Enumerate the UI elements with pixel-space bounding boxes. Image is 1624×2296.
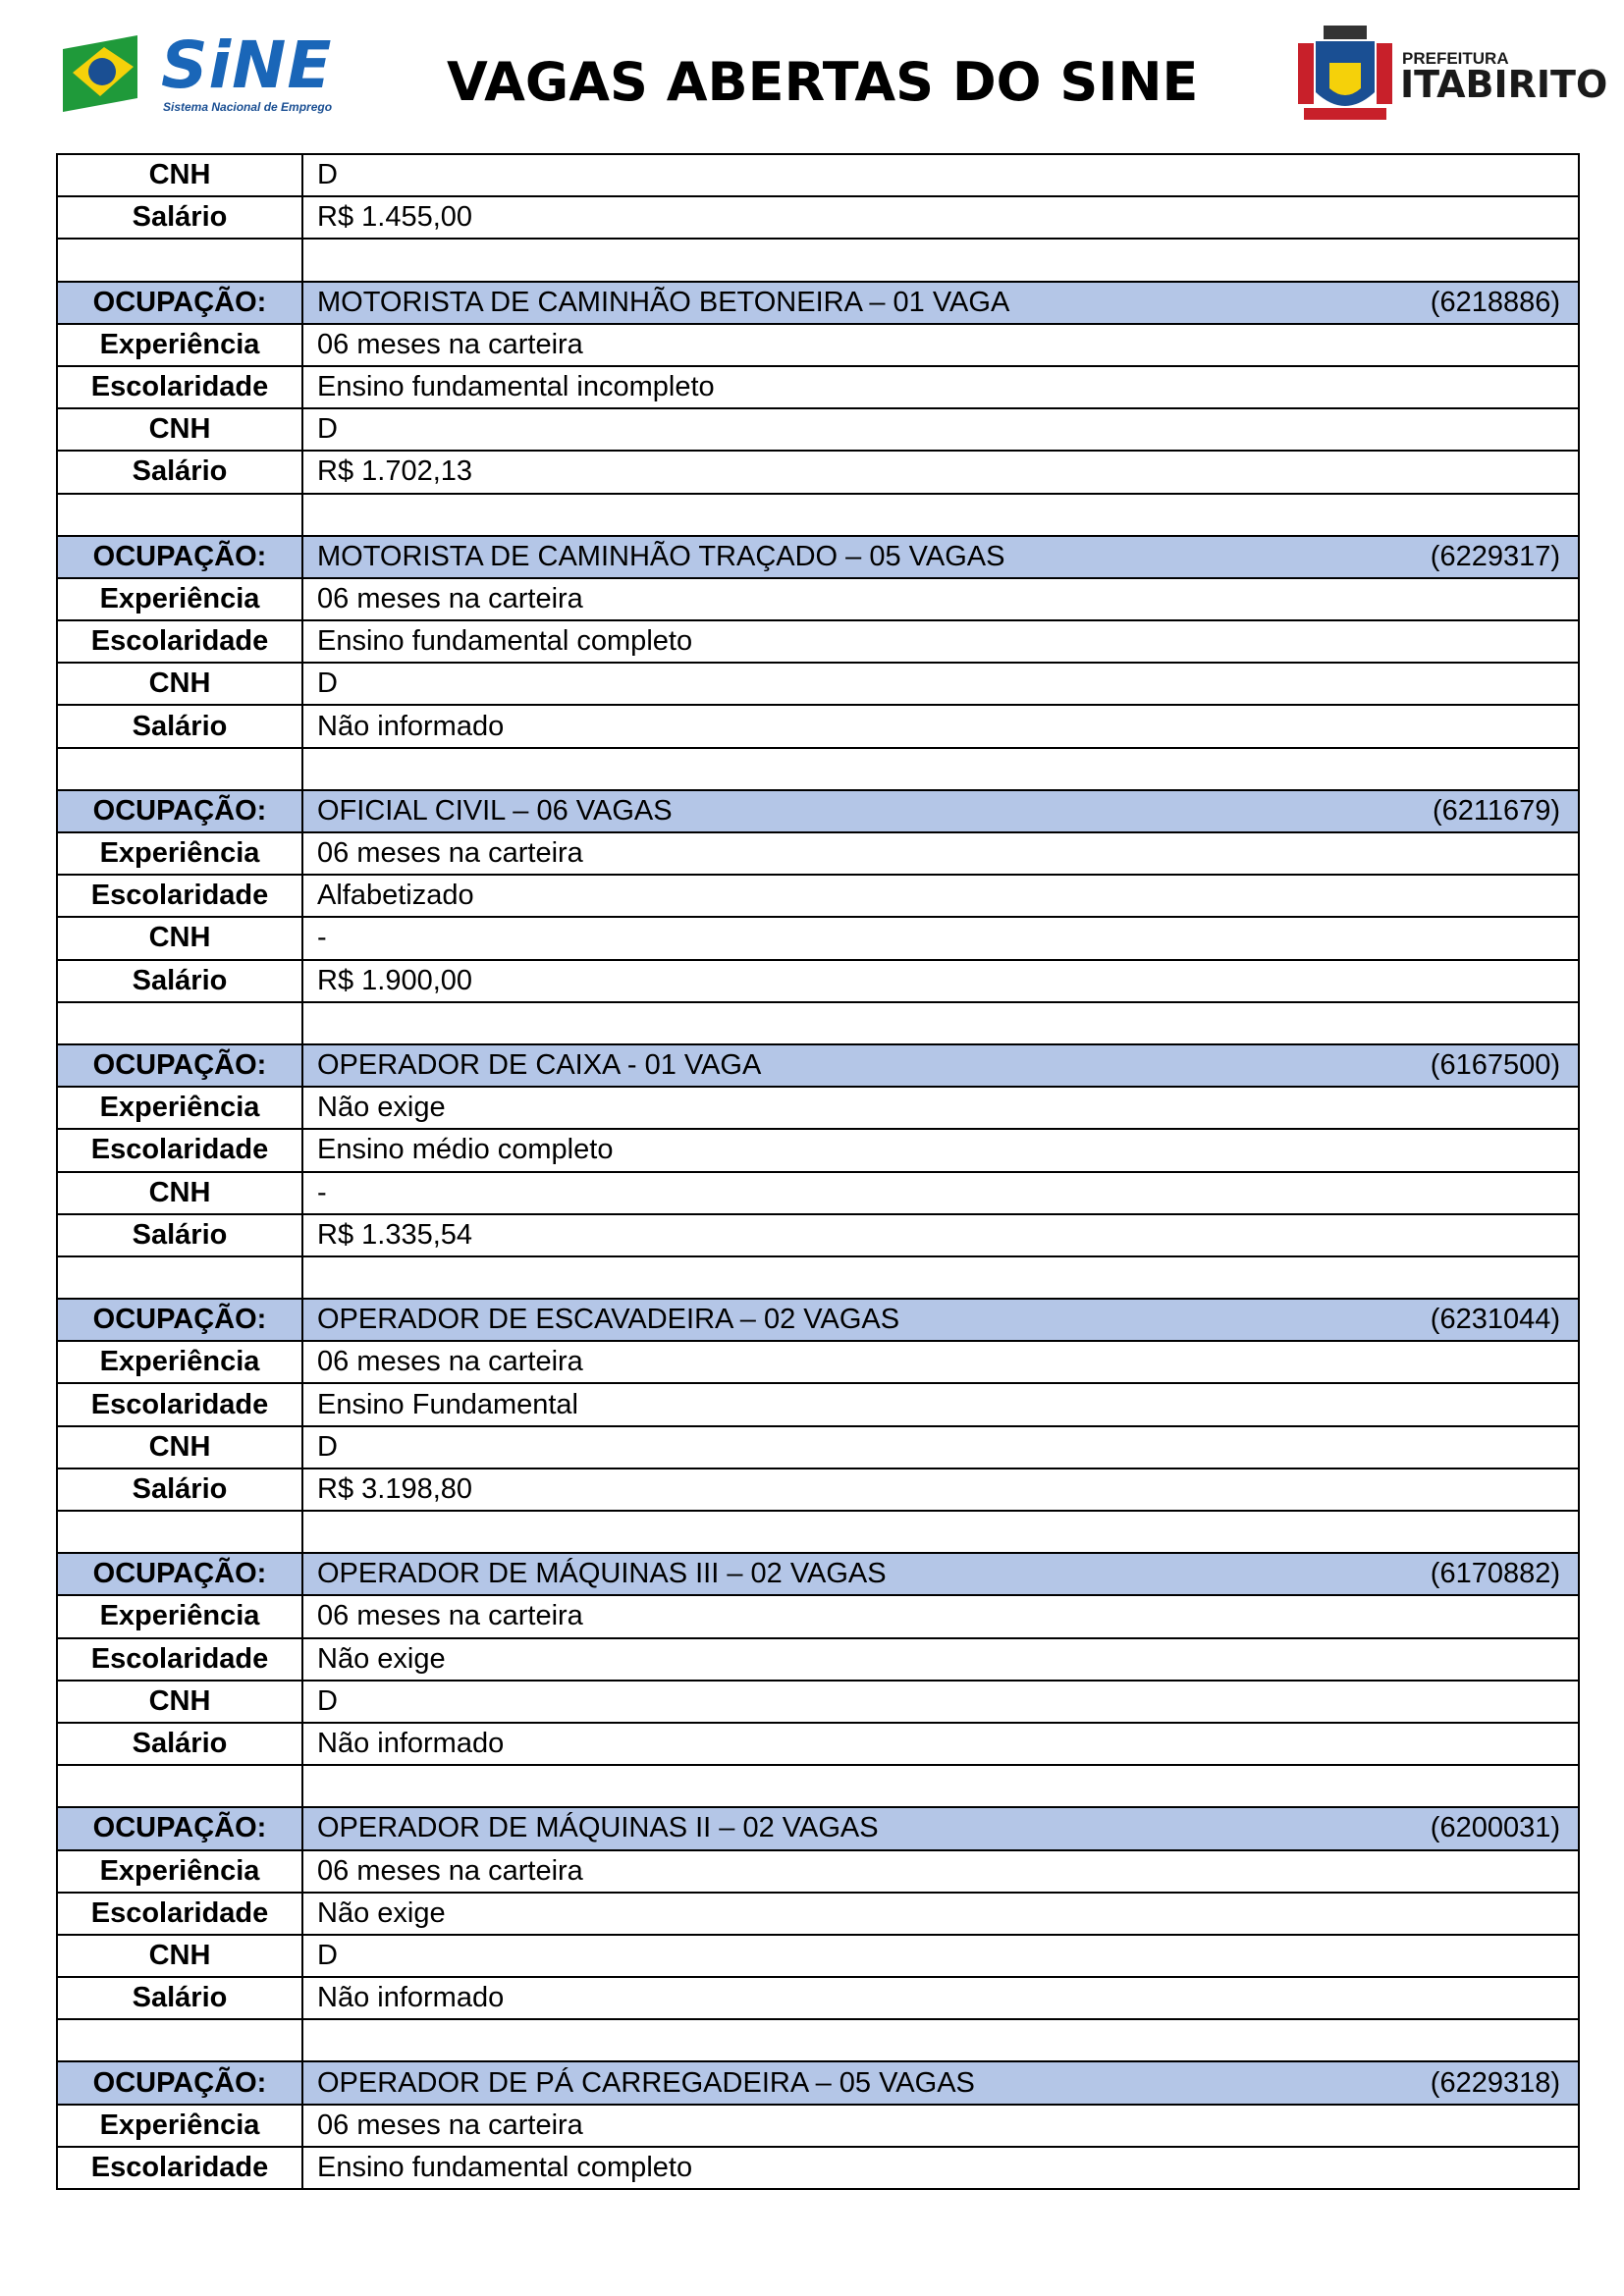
occupation-value <box>302 536 1579 578</box>
occupation-content <box>317 1051 1578 1080</box>
occupation-row <box>57 282 1579 324</box>
education-label: Escolaridade <box>57 875 302 917</box>
sine-wordmark: SiNE <box>161 27 333 103</box>
table-row <box>57 1977 1579 2019</box>
cnh-label: CNH <box>57 1426 302 1468</box>
occupation-content <box>317 1560 1578 1588</box>
spacer-row <box>57 2019 1579 2061</box>
occupation-row <box>57 1553 1579 1595</box>
cnh-value: D <box>302 1426 1579 1468</box>
education-label: Escolaridade <box>57 1638 302 1681</box>
occupation-content <box>317 1306 1578 1334</box>
occupation-row <box>57 536 1579 578</box>
occupation-label: OCUPAÇÃO: <box>57 1299 302 1341</box>
spacer-cell <box>302 494 1579 536</box>
table-row <box>57 366 1579 408</box>
spacer-cell <box>57 1511 302 1553</box>
education-label: Escolaridade <box>57 2147 302 2189</box>
spacer-cell <box>302 1002 1579 1044</box>
salary-value: R$ 1.900,00 <box>302 960 1579 1002</box>
spacer-cell <box>302 1256 1579 1299</box>
cnh-label: CNH <box>57 663 302 705</box>
salary-value: Não informado <box>302 705 1579 747</box>
education-value: Ensino fundamental completo <box>302 2147 1579 2189</box>
salary-label: Salário <box>57 1468 302 1511</box>
experience-label: Experiência <box>57 2105 302 2147</box>
spacer-cell <box>57 1256 302 1299</box>
experience-value: 06 meses na carteira <box>302 1341 1579 1383</box>
spacer-cell <box>57 1002 302 1044</box>
experience-value: 06 meses na carteira <box>302 2105 1579 2147</box>
job-code: (6229318) <box>1430 2066 1560 2099</box>
spacer-row <box>57 748 1579 790</box>
occupation-content <box>317 286 1578 318</box>
cnh-label: CNH <box>57 1172 302 1214</box>
occupation-value <box>302 790 1579 832</box>
table-row <box>57 1214 1579 1256</box>
table-row <box>57 1087 1579 1129</box>
table-row <box>57 705 1579 747</box>
job-code: (6200031) <box>1430 1812 1560 1844</box>
education-value: Ensino médio completo <box>302 1129 1579 1171</box>
prefeitura-name: ITABIRITO <box>1400 63 1608 106</box>
spacer-cell <box>302 1511 1579 1553</box>
table-row <box>57 832 1579 875</box>
education-label: Escolaridade <box>57 1383 302 1425</box>
table-row <box>57 1468 1579 1511</box>
sine-logo <box>61 27 346 122</box>
education-value: Não exige <box>302 1638 1579 1681</box>
job-code: (6167500) <box>1430 1049 1560 1082</box>
education-value: Ensino Fundamental <box>302 1383 1579 1425</box>
education-label: Escolaridade <box>57 620 302 663</box>
job-code: (6211679) <box>1432 794 1560 827</box>
occupation-title: OFICIAL CIVIL – 06 VAGAS <box>317 794 673 827</box>
experience-value: 06 meses na carteira <box>302 1850 1579 1893</box>
salary-label: Salário <box>57 1214 302 1256</box>
table-row <box>57 1426 1579 1468</box>
table-row <box>57 1129 1579 1171</box>
education-value: Ensino fundamental completo <box>302 620 1579 663</box>
occupation-label: OCUPAÇÃO: <box>57 1807 302 1849</box>
table-row <box>57 2147 1579 2189</box>
occupation-content <box>317 2066 1578 2099</box>
occupation-row <box>57 1044 1579 1087</box>
spacer-cell <box>57 494 302 536</box>
experience-label: Experiência <box>57 832 302 875</box>
table-row <box>57 1172 1579 1214</box>
experience-value: Não exige <box>302 1087 1579 1129</box>
occupation-value <box>302 2061 1579 2104</box>
occupation-row <box>57 2061 1579 2104</box>
prefeitura-label: PREFEITURA <box>1402 49 1509 68</box>
spacer-row <box>57 239 1579 281</box>
education-label: Escolaridade <box>57 1893 302 1935</box>
spacer-row <box>57 1256 1579 1299</box>
table-row <box>57 1638 1579 1681</box>
occupation-title: OPERADOR DE PÁ CARREGADEIRA – 05 VAGAS <box>317 2066 975 2099</box>
table-row <box>57 154 1579 196</box>
table-row <box>57 1595 1579 1637</box>
education-label: Escolaridade <box>57 366 302 408</box>
experience-label: Experiência <box>57 578 302 620</box>
occupation-value <box>302 1553 1579 1595</box>
cnh-value: D <box>302 1935 1579 1977</box>
salary-label: Salário <box>57 451 302 493</box>
table-row <box>57 196 1579 239</box>
table-row <box>57 663 1579 705</box>
salary-value: R$ 1.455,00 <box>302 196 1579 239</box>
page-header <box>0 0 1624 147</box>
table-row <box>57 1723 1579 1765</box>
spacer-cell <box>57 239 302 281</box>
table-row <box>57 1681 1579 1723</box>
cnh-label: CNH <box>57 1935 302 1977</box>
city-coat-of-arms-icon <box>1294 24 1396 126</box>
table-row <box>57 578 1579 620</box>
salary-label: Salário <box>57 1723 302 1765</box>
experience-value: 06 meses na carteira <box>302 578 1579 620</box>
spacer-row <box>57 494 1579 536</box>
spacer-cell <box>57 1765 302 1807</box>
experience-label: Experiência <box>57 1341 302 1383</box>
salary-value: R$ 3.198,80 <box>302 1468 1579 1511</box>
table-row <box>57 917 1579 959</box>
experience-value: 06 meses na carteira <box>302 1595 1579 1637</box>
spacer-cell <box>302 748 1579 790</box>
cnh-label: CNH <box>57 1681 302 1723</box>
table-row <box>57 2105 1579 2147</box>
table-row <box>57 620 1579 663</box>
job-code: (6229317) <box>1430 540 1560 572</box>
occupation-row <box>57 790 1579 832</box>
occupation-content <box>317 794 1578 827</box>
job-code: (6170882) <box>1430 1558 1560 1590</box>
spacer-cell <box>302 2019 1579 2061</box>
education-value: Alfabetizado <box>302 875 1579 917</box>
occupation-value <box>302 1807 1579 1849</box>
experience-value: 06 meses na carteira <box>302 324 1579 366</box>
occupation-label: OCUPAÇÃO: <box>57 2061 302 2104</box>
education-value: Não exige <box>302 1893 1579 1935</box>
table-row <box>57 1383 1579 1425</box>
table-row <box>57 1850 1579 1893</box>
salary-label: Salário <box>57 1977 302 2019</box>
cnh-label: CNH <box>57 154 302 196</box>
spacer-row <box>57 1511 1579 1553</box>
table-row <box>57 324 1579 366</box>
spacer-cell <box>57 2019 302 2061</box>
occupation-value <box>302 1044 1579 1087</box>
table-row <box>57 451 1579 493</box>
occupation-title: OPERADOR DE MÁQUINAS III – 02 VAGAS <box>317 1558 887 1590</box>
cnh-label: CNH <box>57 917 302 959</box>
occupation-content <box>317 1814 1578 1842</box>
salary-value: Não informado <box>302 1977 1579 2019</box>
occupation-title: OPERADOR DE CAIXA - 01 VAGA <box>317 1049 762 1082</box>
occupation-label: OCUPAÇÃO: <box>57 282 302 324</box>
occupation-title: OPERADOR DE MÁQUINAS II – 02 VAGAS <box>317 1812 879 1844</box>
salary-value: Não informado <box>302 1723 1579 1765</box>
education-value: Ensino fundamental incompleto <box>302 366 1579 408</box>
cnh-value: D <box>302 408 1579 451</box>
job-code: (6218886) <box>1430 286 1560 318</box>
prefeitura-logo <box>1294 24 1608 124</box>
occupation-content <box>317 540 1578 572</box>
spacer-row <box>57 1002 1579 1044</box>
spacer-cell <box>57 748 302 790</box>
table-row <box>57 875 1579 917</box>
occupation-value <box>302 1299 1579 1341</box>
job-listings-table <box>56 153 1580 2190</box>
table-row <box>57 1935 1579 1977</box>
salary-label: Salário <box>57 705 302 747</box>
table-row <box>57 1341 1579 1383</box>
spacer-cell <box>302 1765 1579 1807</box>
occupation-value <box>302 282 1579 324</box>
experience-label: Experiência <box>57 1087 302 1129</box>
salary-label: Salário <box>57 960 302 1002</box>
salary-label: Salário <box>57 196 302 239</box>
job-code: (6231044) <box>1430 1304 1560 1336</box>
cnh-value: - <box>302 1172 1579 1214</box>
education-label: Escolaridade <box>57 1129 302 1171</box>
table-row <box>57 1893 1579 1935</box>
occupation-title: MOTORISTA DE CAMINHÃO TRAÇADO – 05 VAGAS <box>317 540 1005 572</box>
occupation-title: MOTORISTA DE CAMINHÃO BETONEIRA – 01 VAGA <box>317 286 1010 318</box>
spacer-cell <box>302 239 1579 281</box>
salary-value: R$ 1.702,13 <box>302 451 1579 493</box>
cnh-value: - <box>302 917 1579 959</box>
experience-label: Experiência <box>57 324 302 366</box>
table-row <box>57 408 1579 451</box>
cnh-label: CNH <box>57 408 302 451</box>
spacer-row <box>57 1765 1579 1807</box>
cnh-value: D <box>302 1681 1579 1723</box>
occupation-label: OCUPAÇÃO: <box>57 790 302 832</box>
table-row <box>57 960 1579 1002</box>
occupation-row <box>57 1299 1579 1341</box>
experience-label: Experiência <box>57 1595 302 1637</box>
sine-subtitle: Sistema Nacional de Emprego <box>163 100 333 114</box>
occupation-label: OCUPAÇÃO: <box>57 1553 302 1595</box>
occupation-row <box>57 1807 1579 1849</box>
cnh-value: D <box>302 663 1579 705</box>
salary-value: R$ 1.335,54 <box>302 1214 1579 1256</box>
experience-label: Experiência <box>57 1850 302 1893</box>
cnh-value: D <box>302 154 1579 196</box>
occupation-title: OPERADOR DE ESCAVADEIRA – 02 VAGAS <box>317 1304 900 1336</box>
occupation-label: OCUPAÇÃO: <box>57 536 302 578</box>
brazil-flag-icon <box>61 33 159 122</box>
page-title: VAGAS ABERTAS DO SINE <box>447 51 1199 113</box>
occupation-label: OCUPAÇÃO: <box>57 1044 302 1087</box>
experience-value: 06 meses na carteira <box>302 832 1579 875</box>
